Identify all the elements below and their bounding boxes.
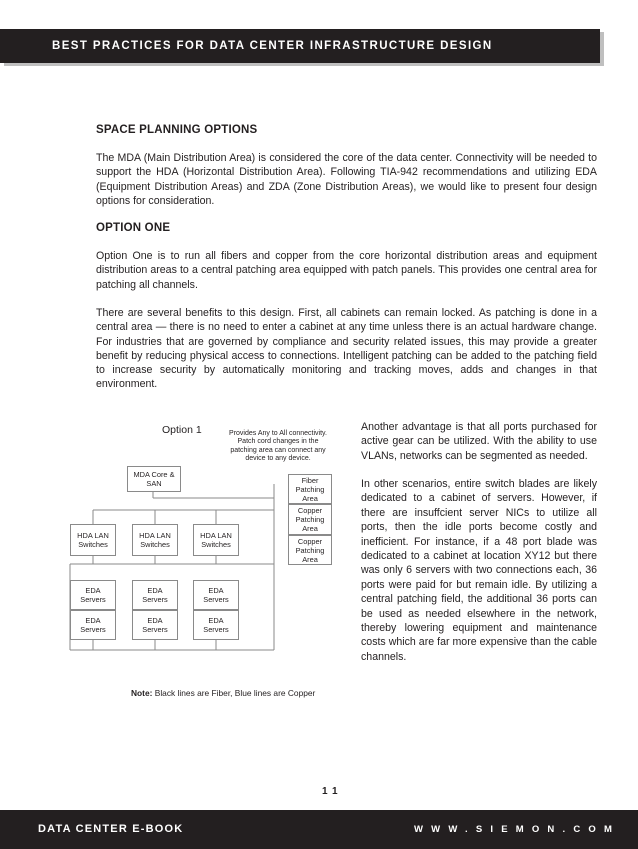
space-planning-heading: SPACE PLANNING OPTIONS	[96, 124, 258, 136]
page-number: 11	[322, 786, 343, 797]
footer-ebook-label: DATA CENTER E-BOOK	[38, 823, 184, 835]
copper-patching-box-2: Copper Patching Area	[288, 535, 332, 565]
fiber-patching-box: Fiber Patching Area	[288, 474, 332, 504]
option-one-paragraph-2: There are several benefits to this design. First, all cabinets can remain locked. As patching is done in a central area — there is no need to enter a cabinet at any time unless there is an actual hardware change. For industries that are governed by compliance and security related issues, this may provide a greater benefit by reducing physical access to connections. Intelligent patching can be added to the patching field to increase security by automatically monitoring and tracking moves, adds and changes in that environment.	[96, 307, 597, 391]
legend-text: Black lines are Fiber, Blue lines are Copper	[154, 688, 316, 698]
footer-bar	[0, 810, 638, 849]
footer-website: WWW.SIEMON.COM	[414, 824, 621, 835]
diagram-note: Provides Any to All connectivity. Patch cord changes in the patching area can connect any device to any device.	[229, 430, 327, 463]
eda-box: EDA Servers	[70, 610, 116, 640]
legend-label: Note:	[131, 688, 153, 698]
eda-box: EDA Servers	[70, 580, 116, 610]
eda-box: EDA Servers	[193, 610, 239, 640]
hda-box: HDA LAN Switches	[132, 524, 178, 556]
copper-patching-box-1: Copper Patching Area	[288, 504, 332, 535]
option-1-diagram	[60, 418, 350, 658]
mda-box: MDA Core & SAN	[127, 466, 181, 492]
hda-box: HDA LAN Switches	[193, 524, 239, 556]
header-bar	[0, 29, 600, 63]
eda-box: EDA Servers	[193, 580, 239, 610]
diagram-legend	[131, 688, 315, 698]
hda-box: HDA LAN Switches	[70, 524, 116, 556]
space-planning-paragraph: The MDA (Main Distribution Area) is considered the core of the data center. Connectivity will be needed to support the HDA (Horizontal Distribution Area). Following TIA-942 recommendations and utilizing EDA (Equipment Distribution Areas) and ZDA (Zone Distribution Areas), we would like to present four design options for consideration.	[96, 152, 597, 207]
eda-box: EDA Servers	[132, 580, 178, 610]
option-one-heading: OPTION ONE	[96, 222, 171, 234]
diagram-title: Option 1	[162, 424, 202, 436]
option-one-paragraph-1: Option One is to run all fibers and copper from the core horizontal distribution areas and equipment distribution areas to a central patching area equipped with patch panels. This provides one central area for patching all channels.	[96, 250, 597, 291]
right-paragraph-2: In other scenarios, entire switch blades are likely dedicated to a cabinet of servers. However, if there are insuffcient server NICs to utilize all ports, then the idle ports become costly and inefficient. For instance, if a 48 port blade was dedicated to a cabinet at location XY12 but there was only 6 servers with two connections each, 36 ports were paid for but remain idle. By utilizing a central patching field, the additional 36 ports can be used as needed elsewhere in the network, thereby lowering equipment and maintenance costs which are far more expensive than the cable channels.	[361, 478, 597, 663]
eda-box: EDA Servers	[132, 610, 178, 640]
right-paragraph-1: Another advantage is that all ports purchased for active gear can be utilized. With the ability to use VLANs, networks can be segmented as needed.	[361, 421, 597, 462]
header-title: BEST PRACTICES FOR DATA CENTER INFRASTRUCTURE DESIGN	[52, 40, 493, 52]
